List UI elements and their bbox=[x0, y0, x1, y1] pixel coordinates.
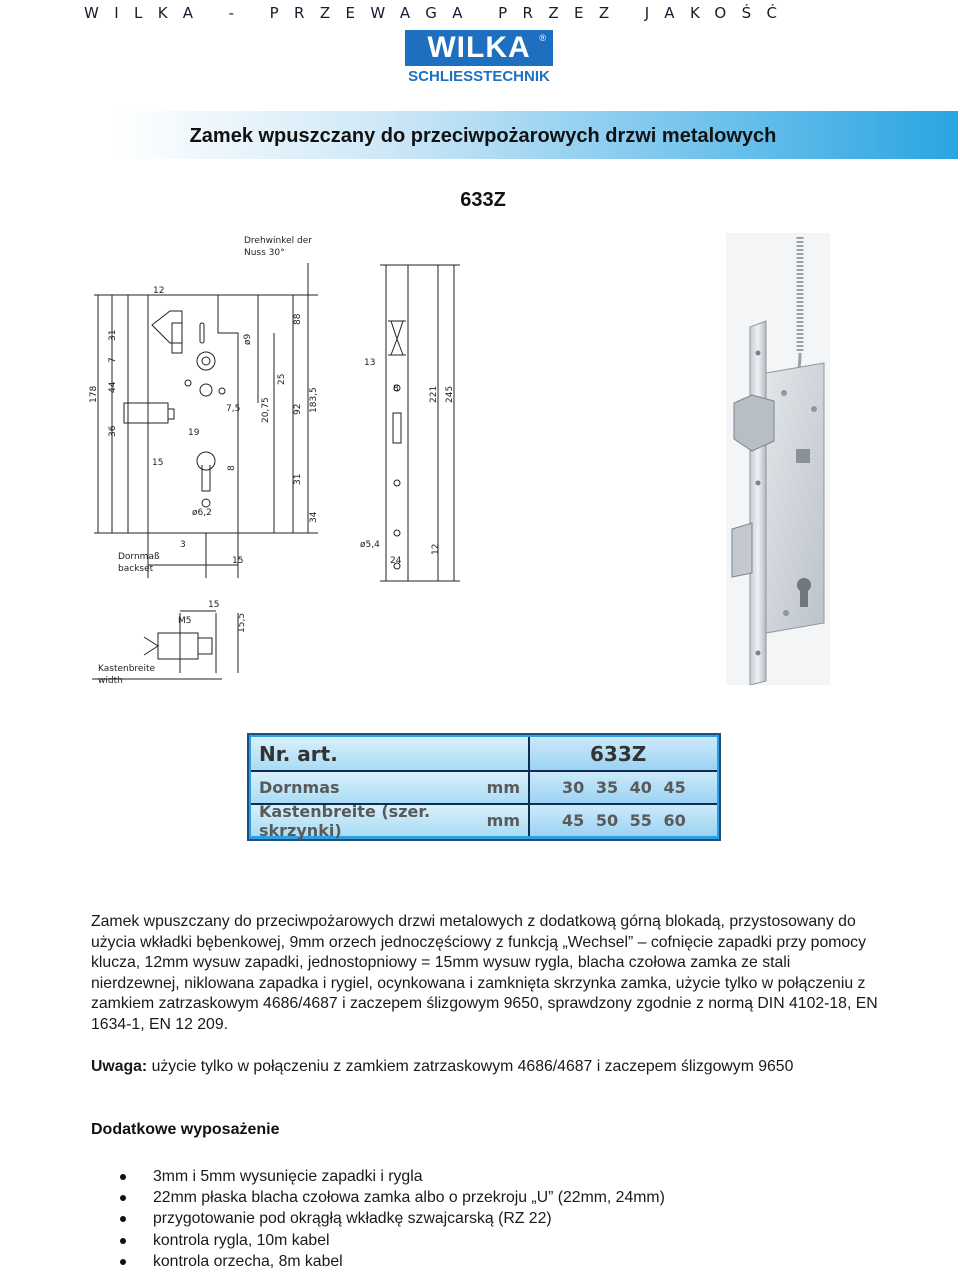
spec-header-value: 633Z bbox=[530, 737, 717, 770]
header-motto: WILKA - PRZEWAGA PRZEZ JAKOŚĆ bbox=[84, 4, 793, 22]
dim-13: 13 bbox=[364, 358, 376, 368]
dim-183-5: 183,5 bbox=[309, 387, 319, 413]
dim-34: 34 bbox=[309, 511, 319, 523]
logo-subtitle: SCHLIESSTECHNIK bbox=[408, 68, 550, 85]
dim-8: 8 bbox=[227, 465, 237, 471]
dim-3: 3 bbox=[180, 540, 186, 550]
dim-o9: ø9 bbox=[243, 333, 253, 345]
product-description: Zamek wpuszczany do przeciwpożarowych drzwi metalowych z dodatkową górną blokadą, przystosowany do użycia wkładki bębenkowej, 9mm orzech jednoczęściowy z funkcją „Wechsel” – cofnięcie zapadki przy pomocy klucza, 12mm wysuw zapadki, jednostopniowy = 15mm wysuw rygla, blacha czołowa zamka ze stali nierdzewnej, niklowana zapadka i rygiel, ocynkowana i zamknięta skrzynka zamka, użycie tylko w połączeniu z zamkiem zatrzaskowym 4686/4687 i zaczepem ślizgowym 9650, sprawdzony zgodnie z normą DIN 4102-18, EN 1634-1, EN 12 209. bbox=[91, 913, 878, 1033]
dim-12: 12 bbox=[153, 286, 165, 296]
dim-31b: 31 bbox=[293, 473, 303, 485]
list-item: 3mm i 5mm wysunięcie zapadki i rygla bbox=[120, 1166, 920, 1187]
dim-19: 19 bbox=[188, 428, 200, 438]
spec-row-dornmas bbox=[251, 770, 717, 803]
dim-15b: 15 bbox=[232, 556, 244, 566]
list-item: 22mm płaska blacha czołowa zamka albo o przekroju „U” (22mm, 24mm) bbox=[120, 1187, 920, 1208]
drawing-label-dornmass-1: Dornmaß bbox=[118, 552, 160, 562]
dim-15a: 15 bbox=[152, 458, 164, 468]
dim-20-75: 20,75 bbox=[261, 397, 271, 423]
dim-245: 245 bbox=[445, 385, 455, 403]
list-item: przygotowanie pod okrągłą wkładkę szwajcarską (RZ 22) bbox=[120, 1208, 920, 1229]
spec-row-values: 45 50 55 60 bbox=[530, 805, 717, 836]
list-item: kontrola orzecha, 8m kabel bbox=[120, 1251, 920, 1272]
dim-44: 44 bbox=[108, 381, 118, 393]
drawing-label-drehwinkel-1: Drehwinkel der bbox=[244, 236, 312, 246]
note-text: użycie tylko w połączeniu z zamkiem zatrzaskowym 4686/4687 i zaczepem ślizgowym 9650 bbox=[147, 1058, 794, 1075]
dim-7: 7 bbox=[108, 357, 118, 363]
spec-row-label: Dornmas bbox=[259, 778, 340, 797]
dim-7-5: 7,5 bbox=[226, 404, 241, 414]
dim-25: 25 bbox=[277, 373, 287, 385]
spec-row-label: Kastenbreite (szer. skrzynki) bbox=[259, 801, 431, 840]
logo-registered-mark: ® bbox=[539, 33, 547, 43]
spec-row-label-cell bbox=[251, 801, 530, 840]
drawing-label-kastenbreite-1: Kastenbreite bbox=[98, 664, 156, 674]
dim-31: 31 bbox=[108, 329, 118, 341]
dim-8b: 8 bbox=[393, 384, 399, 394]
dim-15-5: 15,5 bbox=[237, 612, 247, 633]
note-label: Uwaga: bbox=[91, 1058, 148, 1075]
drawing-label-drehwinkel-2: Nuss 30° bbox=[244, 248, 285, 258]
spec-table bbox=[247, 733, 721, 841]
dim-92: 92 bbox=[293, 403, 303, 415]
dim-o5-4: ø5,4 bbox=[360, 540, 380, 550]
spec-header-row bbox=[251, 737, 717, 770]
usage-note bbox=[91, 1057, 951, 1077]
extras-list bbox=[120, 1166, 920, 1272]
spec-row-values: 30 35 40 45 bbox=[530, 772, 717, 803]
dim-12b: 12 bbox=[431, 543, 441, 555]
spec-header-label bbox=[251, 737, 530, 770]
logo-name: WILKA bbox=[427, 31, 531, 64]
spec-row-unit: mm bbox=[486, 811, 520, 830]
dim-178: 178 bbox=[89, 385, 99, 403]
spec-row-unit: mm bbox=[486, 778, 520, 797]
dim-221: 221 bbox=[429, 385, 439, 403]
drawing-label-dornmass-2: backset bbox=[118, 564, 154, 574]
product-photo bbox=[726, 233, 830, 685]
dim-o6-2: ø6,2 bbox=[192, 508, 212, 518]
wilka-logo bbox=[405, 30, 553, 88]
technical-drawing bbox=[88, 233, 468, 685]
dim-36: 36 bbox=[108, 425, 118, 437]
dim-24: 24 bbox=[390, 556, 402, 566]
dim-15c: 15 bbox=[208, 600, 220, 610]
extras-heading: Dodatkowe wyposażenie bbox=[91, 1121, 280, 1138]
list-item: kontrola rygla, 10m kabel bbox=[120, 1230, 920, 1251]
logo-wordmark bbox=[405, 30, 553, 66]
model-number: 633Z bbox=[460, 189, 506, 211]
dim-88: 88 bbox=[293, 313, 303, 325]
page-title: Zamek wpuszczany do przeciwpożarowych drzwi metalowych bbox=[189, 125, 777, 147]
spec-header-label-text: Nr. art. bbox=[259, 741, 338, 766]
drawing-label-kastenbreite-2: width bbox=[98, 676, 123, 685]
drawing-label-m5: M5 bbox=[178, 616, 192, 626]
spec-row-kastenbreite bbox=[251, 801, 717, 840]
spec-row-label-cell bbox=[251, 772, 530, 803]
